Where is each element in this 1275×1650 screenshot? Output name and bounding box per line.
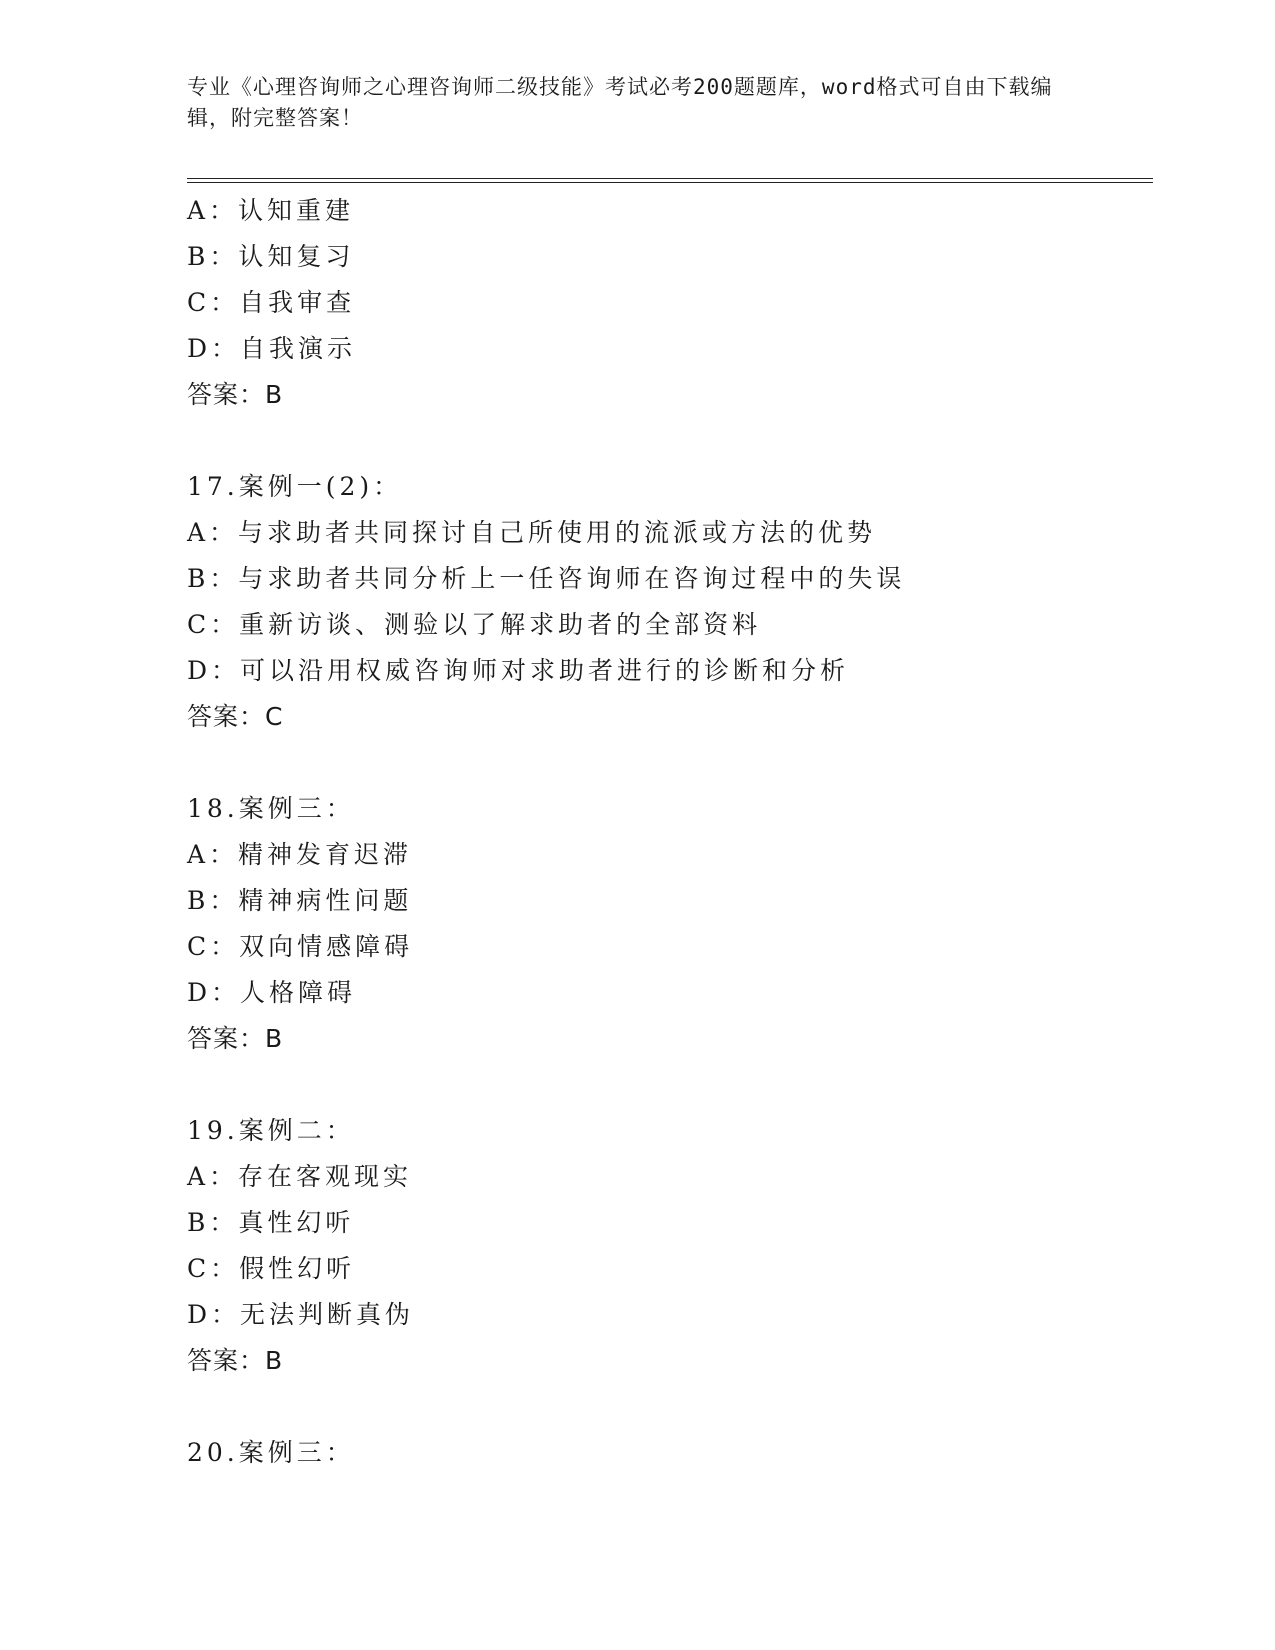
question-title: 20.案例三： [187, 1438, 355, 1467]
question-title: 17.案例一(2)： [187, 472, 403, 501]
option-b: B：与求助者共同分析上一任咨询师在咨询过程中的失误 [187, 564, 906, 593]
question-title: 18.案例三： [187, 794, 355, 823]
option-b: B：真性幻听 [187, 1208, 355, 1237]
question-item [187, 786, 1147, 1062]
answer-line: 答案：B [187, 380, 284, 409]
option-c: C：重新访谈、测验以了解求助者的全部资料 [187, 610, 762, 639]
answer-line: 答案：B [187, 1024, 284, 1053]
option-c: C：自我审查 [187, 288, 356, 317]
option-b: B：精神病性问题 [187, 886, 413, 915]
option-d: D：人格障碍 [187, 978, 357, 1007]
question-item [187, 1430, 1147, 1476]
option-d: D：无法判断真伪 [187, 1300, 415, 1329]
answer-line: 答案：C [187, 702, 284, 731]
option-a: A：认知重建 [187, 196, 355, 225]
option-d: D：自我演示 [187, 334, 357, 363]
header-divider [187, 178, 1153, 183]
option-a: A：存在客观现实 [187, 1162, 413, 1191]
option-d: D：可以沿用权威咨询师对求助者进行的诊断和分析 [187, 656, 850, 685]
option-a: A：精神发育迟滞 [187, 840, 413, 869]
question-item [187, 464, 1147, 740]
option-c: C：假性幻听 [187, 1254, 356, 1283]
option-c: C：双向情感障碍 [187, 932, 414, 961]
question-list [187, 188, 1147, 1476]
document-header: 专业《心理咨询师之心理咨询师二级技能》考试必考200题题库，word格式可自由下载编辑，附完整答案！ [187, 75, 1053, 130]
question-item [187, 188, 1147, 418]
question-title: 19.案例二： [187, 1116, 355, 1145]
option-b: B：认知复习 [187, 242, 355, 271]
question-item [187, 1108, 1147, 1384]
option-a: A：与求助者共同探讨自己所使用的流派或方法的优势 [187, 518, 877, 547]
answer-line: 答案：B [187, 1346, 284, 1375]
